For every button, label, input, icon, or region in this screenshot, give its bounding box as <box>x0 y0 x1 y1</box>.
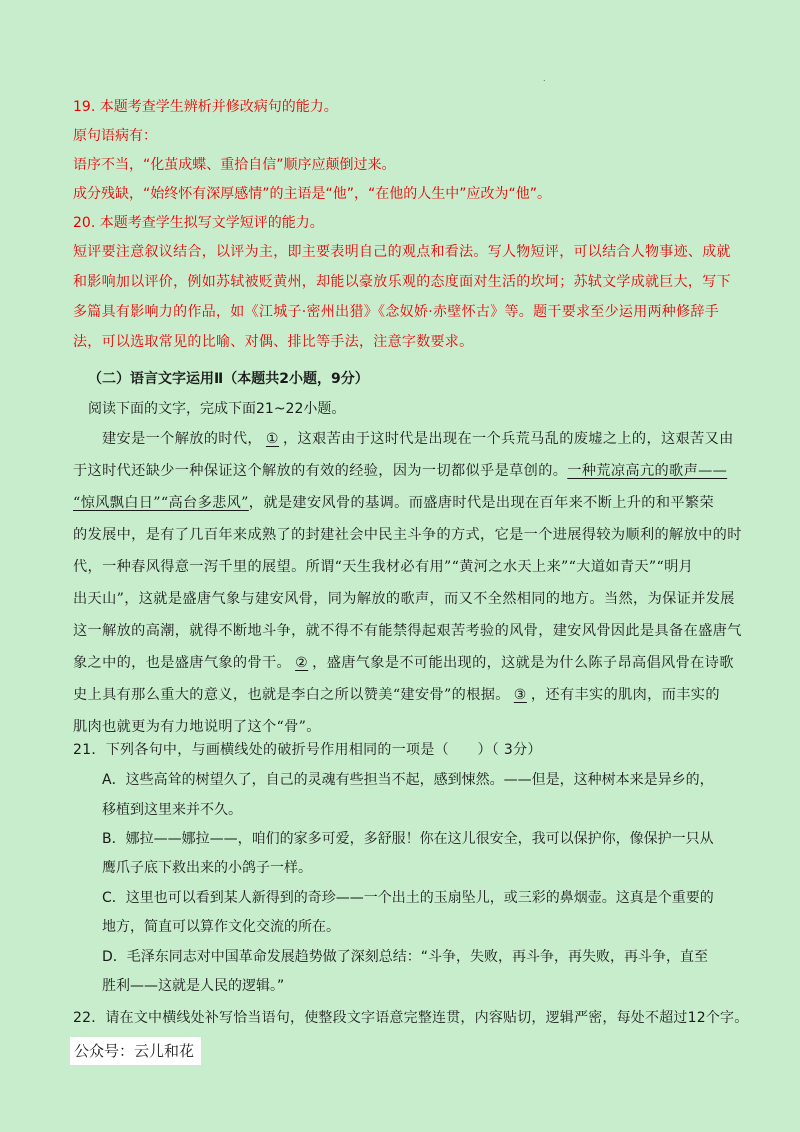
passage-line-4: 的发展中，是有了几百年来成熟了的封建社会中民主斗争的方式，它是一个进展得较为顺利的解放中的时 <box>73 527 742 543</box>
q20-line: 短评要注意叙议结合，以评为主，即主要表明自己的观点和看法。写人物短评，可以结合人物事迹、成就 <box>73 244 731 260</box>
passage-line-6: 出天山”，这就是盛唐气象与建安风骨，同为解放的歌声，而又不全然相同的地方。当然，为保证并发展 <box>73 591 735 607</box>
q21-option-c-cont: 地方，简直可以算作文化交流的所在。 <box>102 919 340 935</box>
q19-title: 19. 本题考查学生辨析并修改病句的能力。 <box>73 99 338 115</box>
q20-line: 法，可以选取常见的比喻、对偶、排比等手法，注意字数要求。 <box>73 334 474 350</box>
page-mark: . <box>543 74 546 83</box>
q20-line: 和影响加以评价，例如苏轼被贬黄州，却能以豪放乐观的态度面对生活的坎坷；苏轼文学成就巨大，写下 <box>73 274 731 290</box>
q22-stem: 22．请在文中横线处补写恰当语句，使整段文字语意完整连贯，内容贴切，逻辑严密，每处不超过12个字。 <box>73 1010 749 1026</box>
passage-line-3 <box>73 493 714 513</box>
section-heading: （二）语言文字运用Ⅱ（本题共2小题，9分） <box>88 371 369 387</box>
q20-line: 多篇具有影响力的作品，如《江城子·密州出猎》《念奴娇·赤壁怀古》等。题干要求至少运用两种修辞手 <box>73 304 719 320</box>
q21-option-c: C．这里也可以看到某人新得到的奇珍——一个出土的玉扇坠儿，或三彩的鼻烟壶。这真是个重要的 <box>102 890 714 906</box>
blank-2: ② <box>295 655 309 671</box>
passage-text: 象之中的，也是盛唐气象的骨干。 <box>73 655 292 671</box>
q19-error-2: 成分残缺，“始终怀有深厚感情”的主语是“他”，“在他的人生中”应改为“他”。 <box>73 186 552 202</box>
passage-text: 建安是一个解放的时代， <box>102 431 262 447</box>
q19-error-1: 语序不当，“化茧成蝶、重拾自信”顺序应颠倒过来。 <box>73 157 396 173</box>
passage-line-5: 代，一种春风得意一泻千里的展望。所谓“天生我材必有用”“黄河之水天上来”“大道如青天”“明月 <box>73 559 694 575</box>
q21-option-b-cont: 鹰爪子底下救出来的小鸽子一样。 <box>102 860 312 876</box>
passage-line-8 <box>73 653 734 673</box>
q19-intro: 原句语病有： <box>73 128 157 144</box>
passage-line-1 <box>102 429 734 449</box>
passage-text: 于这时代还缺少一种保证这个解放的有效的经验，因为一切都似乎是草创的。 <box>73 463 568 479</box>
passage-line-9 <box>73 685 720 705</box>
passage-text: ，这艰苦由于这时代是出现在一个兵荒马乱的废墟之上的，这艰苦又由 <box>283 431 734 447</box>
q21-option-d: D．毛泽东同志对中国革命发展趋势做了深刻总结：“斗争，失败，再斗争，再失败，再斗争，直至 <box>102 949 709 965</box>
q20-title: 20. 本题考查学生拟写文学短评的能力。 <box>73 215 324 231</box>
passage-text: ，盛唐气象是不可能出现的，这就是为什么陈子昂高倡风骨在诗歌 <box>312 655 734 671</box>
section-instruction: 阅读下面的文字，完成下面21~22小题。 <box>88 401 346 417</box>
q21-option-a: A．这些高耸的树望久了，自己的灵魂有些担当不起，感到悚然。——但是，这种树本来是异乡的， <box>102 772 714 788</box>
passage-text: 史上具有那么重大的意义，也就是李白之所以赞美“建安骨”的根据。 <box>73 687 510 703</box>
passage-line-10: 肌肉也就更为有力地说明了这个“骨”。 <box>73 719 321 735</box>
underlined-text: “惊风飘白日”“高台多悲风” <box>73 495 249 511</box>
q21-option-a-cont: 移植到这里来并不久。 <box>102 802 242 818</box>
q21-option-b: B．娜拉——娜拉——，咱们的家多可爱，多舒服！你在这儿很安全，我可以保护你，像保护一只从 <box>102 831 714 847</box>
footer-label: 公众号：云儿和花 <box>70 1037 201 1065</box>
blank-1: ① <box>265 431 279 447</box>
passage-line-7: 这一解放的高潮，就得不断地斗争，就不得不有能禁得起艰苦考验的风骨，建安风骨因此是具备在盛唐气 <box>73 623 742 639</box>
q21-option-d-cont: 胜利——这就是人民的逻辑。” <box>102 978 285 994</box>
underlined-text: 一种荒凉高亢的歌声—— <box>567 463 728 479</box>
q21-stem: 21．下列各句中，与画横线处的破折号作用相同的一项是（ ）（ 3分） <box>73 742 542 758</box>
passage-line-2 <box>73 461 727 481</box>
passage-text: ，就是建安风骨的基调。而盛唐时代是出现在百年来不断上升的和平繁荣 <box>248 495 714 511</box>
blank-3: ③ <box>513 687 527 703</box>
passage-text: ，还有丰实的肌肉，而丰实的 <box>530 687 720 703</box>
